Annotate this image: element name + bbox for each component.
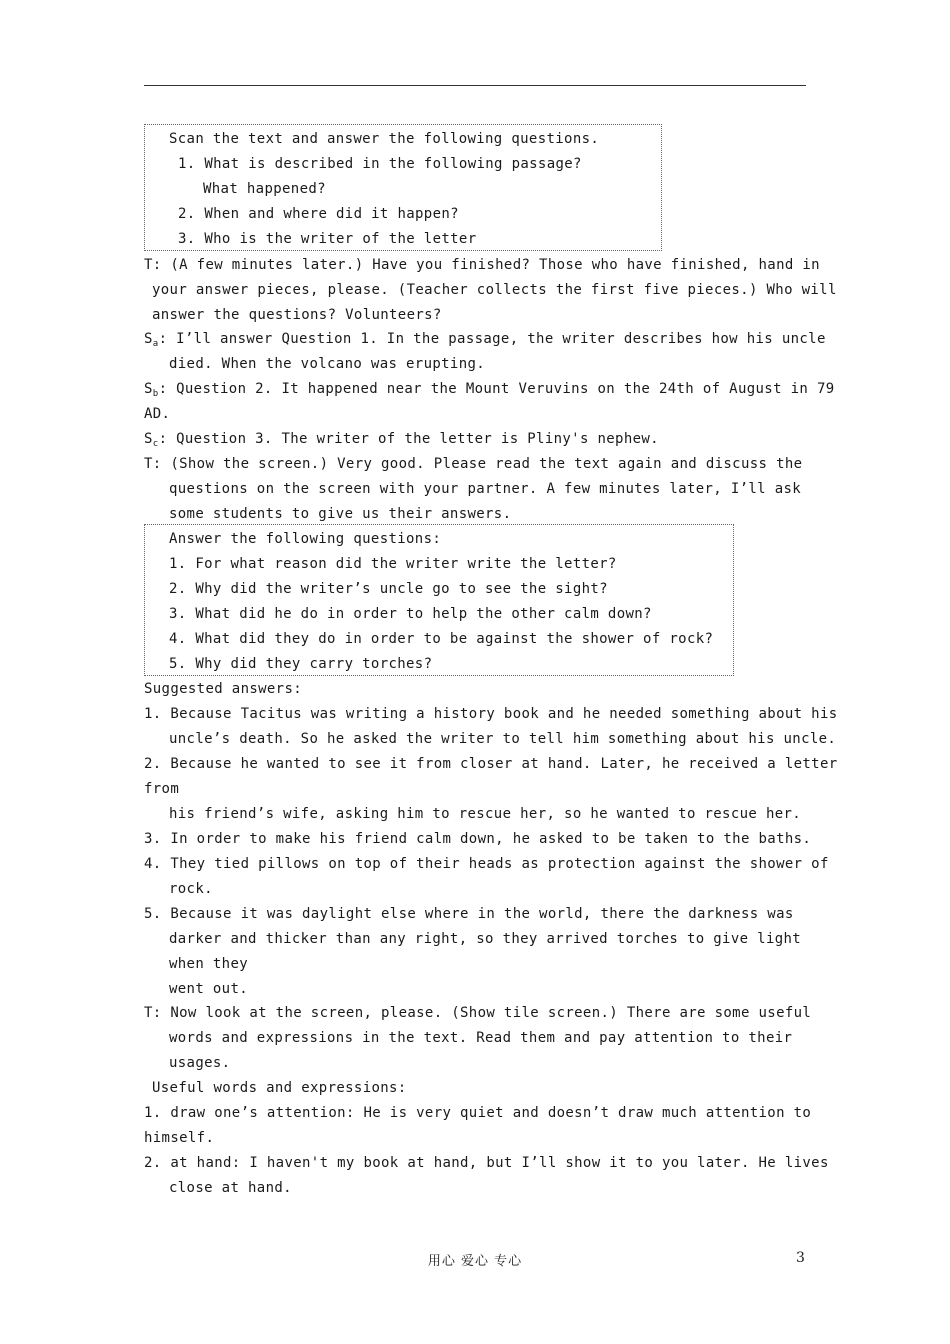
answer-4-line-1: 4. They tied pillows on top of their heads as protection against the shower of [144, 856, 829, 872]
teacher-line-5: questions on the screen with your partner. A few minutes later, I’ll ask [169, 481, 802, 497]
answer-2-line-1: 2. Because he wanted to see it from closer at hand. Later, he received a letter [144, 756, 838, 772]
box1-question-2: 2. When and where did it happen? [178, 206, 459, 222]
student-a-text: : I’ll answer Question 1. In the passage, the writer describes how his uncle [158, 331, 826, 347]
answer-2-line-2: from [144, 781, 180, 797]
answer-5-line-2: darker and thicker than any right, so they arrived torches to give light [169, 931, 802, 947]
box1-heading: Scan the text and answer the following questions. [169, 131, 600, 147]
box1-question-1-cont: What happened? [203, 181, 326, 197]
useful-words-heading: Useful words and expressions: [152, 1080, 407, 1096]
teacher-line-2: your answer pieces, please. (Teacher collects the first five pieces.) Who will [152, 282, 837, 298]
teacher-line-9: usages. [169, 1055, 231, 1071]
page-number: 3 [796, 1250, 805, 1266]
teacher-line-3: answer the questions? Volunteers? [152, 307, 442, 323]
box2-question-3: 3. What did he do in order to help the other calm down? [169, 606, 652, 622]
student-c-label: S [144, 431, 153, 447]
answer-5-line-1: 5. Because it was daylight else where in the world, there the darkness was [144, 906, 794, 922]
answer-2-line-3: his friend’s wife, asking him to rescue her, so he wanted to rescue her. [169, 806, 802, 822]
box1-question-1: 1. What is described in the following passage? [178, 156, 582, 172]
box1-question-3: 3. Who is the writer of the letter [178, 231, 477, 247]
header-rule [144, 85, 806, 86]
teacher-line-6: some students to give us their answers. [169, 506, 512, 522]
student-b-line-2: AD. [144, 406, 171, 422]
answer-1-line-2: uncle’s death. So he asked the writer to tell him something about his uncle. [169, 731, 837, 747]
teacher-line-1: T: (A few minutes later.) Have you finished? Those who have finished, hand in [144, 257, 820, 273]
student-a-label: S [144, 331, 153, 347]
useful-item-2-line-1: 2. at hand: I haven't my book at hand, but I’ll show it to you later. He lives [144, 1155, 829, 1171]
student-c-subscript: c [152, 439, 159, 449]
student-c-line-1 [144, 431, 659, 452]
useful-item-1-line-2: himself. [144, 1130, 215, 1146]
answer-3: 3. In order to make his friend calm down, he asked to be taken to the baths. [144, 831, 812, 847]
useful-item-2-line-2: close at hand. [169, 1180, 292, 1196]
answer-1-line-1: 1. Because Tacitus was writing a history book and he needed something about his [144, 706, 838, 722]
teacher-line-7: T: Now look at the screen, please. (Show tile screen.) There are some useful [144, 1005, 812, 1021]
box2-question-4: 4. What did they do in order to be against the shower of rock? [169, 631, 714, 647]
box2-question-5: 5. Why did they carry torches? [169, 656, 433, 672]
answer-5-line-3: when they [169, 956, 249, 972]
teacher-line-4: T: (Show the screen.) Very good. Please read the text again and discuss the [144, 456, 803, 472]
answer-5-line-4: went out. [169, 981, 249, 997]
student-b-line-1 [144, 381, 835, 402]
box2-heading: Answer the following questions: [169, 531, 442, 547]
student-a-subscript: a [152, 339, 159, 349]
teacher-line-8: words and expressions in the text. Read them and pay attention to their [169, 1030, 793, 1046]
useful-item-1-line-1: 1. draw one’s attention: He is very quiet and doesn’t draw much attention to [144, 1105, 812, 1121]
student-b-text: : Question 2. It happened near the Mount Veruvins on the 24th of August in 79 [158, 381, 835, 397]
student-a-line-2: died. When the volcano was erupting. [169, 356, 486, 372]
student-b-subscript: b [152, 389, 159, 399]
box2-question-1: 1. For what reason did the writer write the letter? [169, 556, 617, 572]
suggested-answers-heading: Suggested answers: [144, 681, 303, 697]
student-c-text: : Question 3. The writer of the letter is Pliny's nephew. [158, 431, 659, 447]
answer-4-line-2: rock. [169, 881, 213, 897]
student-b-label: S [144, 381, 153, 397]
footer-motto: 用心 爱心 专心 [427, 1254, 523, 1269]
box2-question-2: 2. Why did the writer’s uncle go to see the sight? [169, 581, 608, 597]
student-a-line-1 [144, 331, 826, 352]
